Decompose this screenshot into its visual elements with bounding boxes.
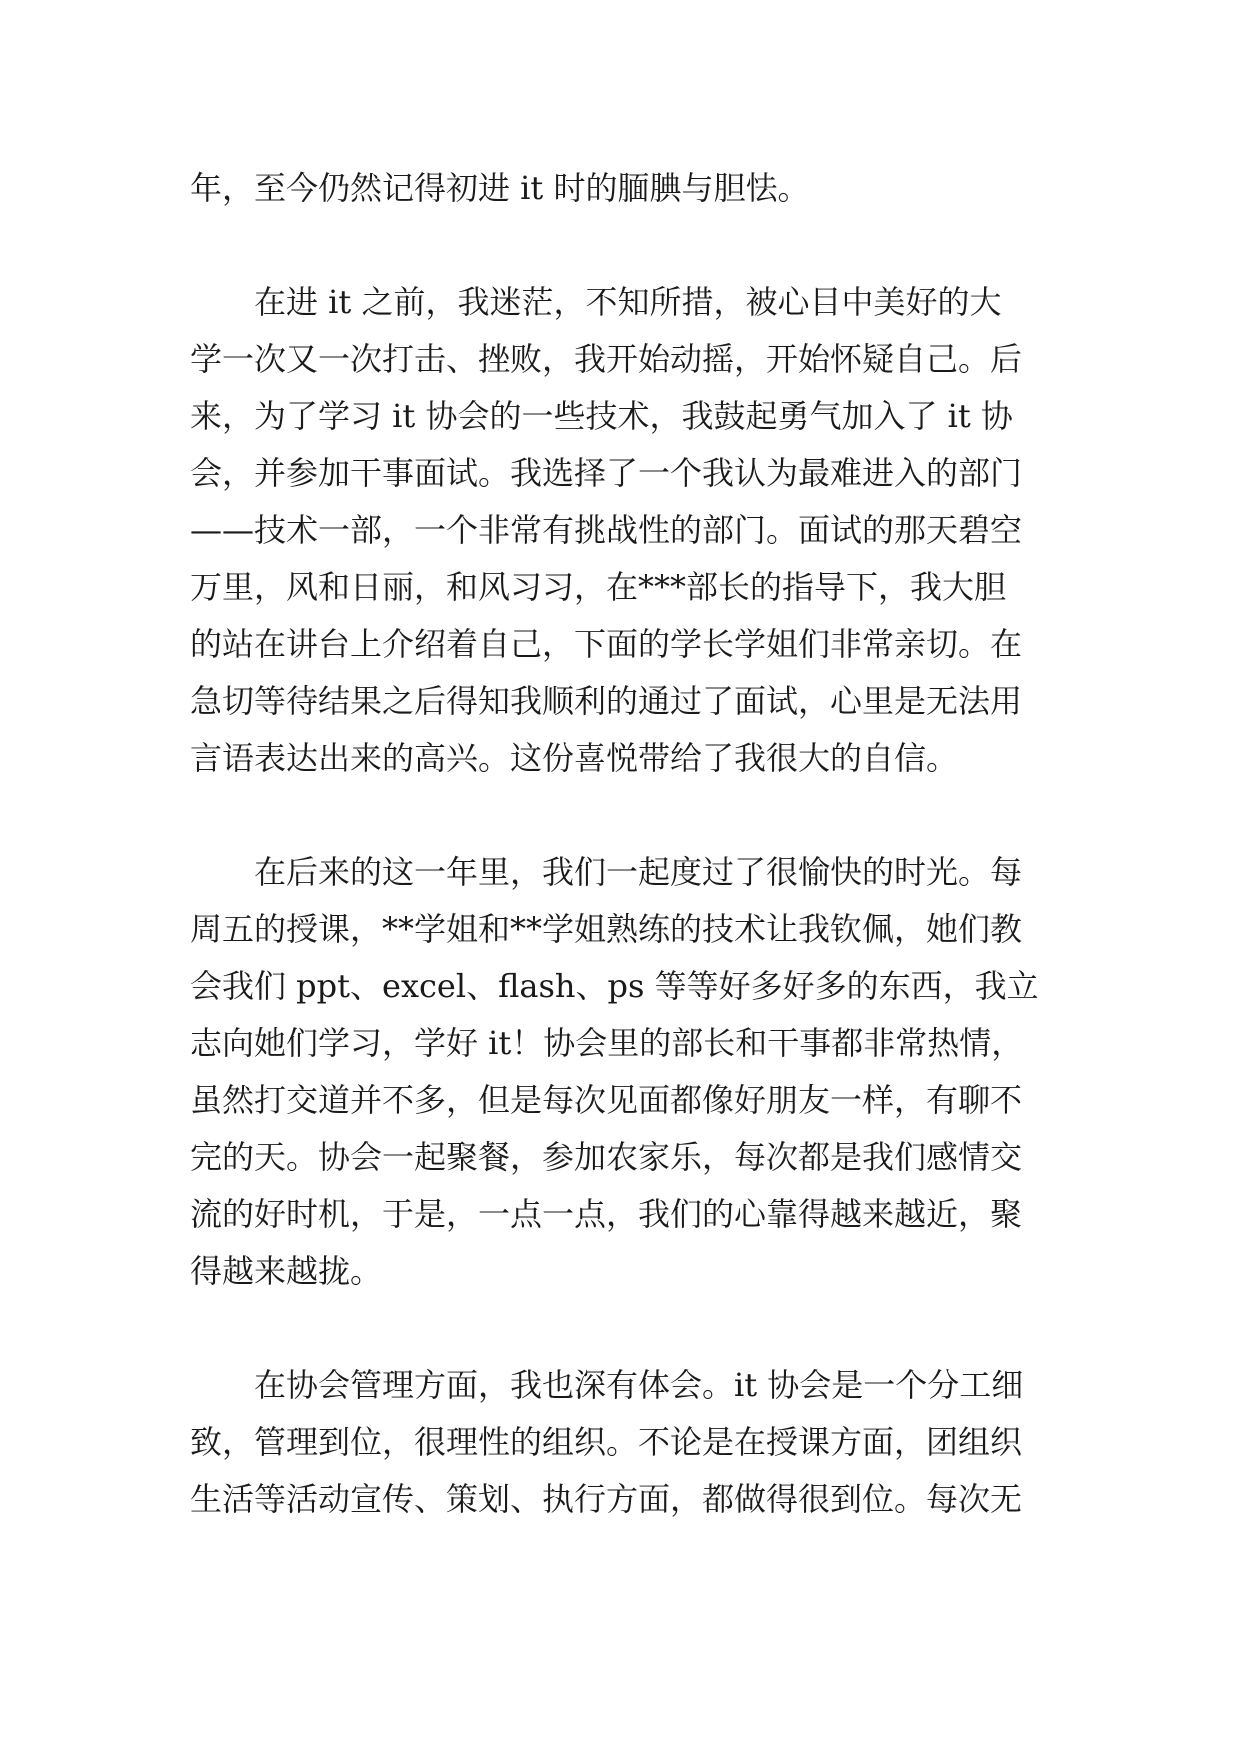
text-line: ——技术一部，一个非常有挑战性的部门。面试的那天碧空: [190, 511, 1023, 549]
text-line: 完的天。协会一起聚餐，参加农家乐，每次都是我们感情交: [190, 1138, 1023, 1176]
paragraph-gap: [190, 217, 1058, 274]
text-line: 得越来越拢。: [190, 1252, 383, 1290]
text-line: 流的好时机，于是，一点一点，我们的心靠得越来越近，聚: [190, 1195, 1023, 1233]
text-line: 周五的授课，**学姐和**学姐熟练的技术让我钦佩，她们教: [190, 910, 1023, 948]
text-line: 生活等活动宣传、策划、执行方面，都做得很到位。每次无: [190, 1480, 1023, 1518]
text-line: 来，为了学习 it 协会的一些技术，我鼓起勇气加入了 it 协: [190, 397, 1013, 435]
text-line: 年，至今仍然记得初进 it 时的腼腆与胆怯。: [190, 169, 810, 207]
text-line: 志向她们学习，学好 it！协会里的部长和干事都非常热情，: [190, 1024, 1024, 1062]
paragraph-gap: [190, 1300, 1058, 1357]
text-line: 言语表达出来的高兴。这份喜悦带给了我很大的自信。: [190, 739, 959, 777]
body-text: [190, 160, 1058, 1528]
text-line: 虽然打交道并不多，但是每次见面都像好朋友一样，有聊不: [190, 1081, 1023, 1119]
text-line: 会我们 ppt、excel、flash、ps 等等好多好多的东西，我立: [190, 967, 1039, 1005]
text-line: 的站在讲台上介绍着自己，下面的学长学姐们非常亲切。在: [190, 625, 1023, 663]
text-line: 会，并参加干事面试。我选择了一个我认为最难进入的部门: [190, 454, 1023, 492]
text-line: 万里，风和日丽，和风习习，在***部长的指导下，我大胆: [190, 568, 1007, 606]
text-line: 在进 it 之前，我迷茫，不知所措，被心目中美好的大: [190, 283, 1002, 321]
text-line: 急切等待结果之后得知我顺利的通过了面试，心里是无法用: [190, 682, 1023, 720]
paragraph-gap: [190, 787, 1058, 844]
text-line: 学一次又一次打击、挫败，我开始动摇，开始怀疑自己。后: [190, 340, 1023, 378]
text-line: 在后来的这一年里，我们一起度过了很愉快的时光。每: [190, 853, 1023, 891]
text-line: 在协会管理方面，我也深有体会。it 协会是一个分工细: [190, 1366, 1024, 1404]
text-line: 致，管理到位，很理性的组织。不论是在授课方面，团组织: [190, 1423, 1023, 1461]
